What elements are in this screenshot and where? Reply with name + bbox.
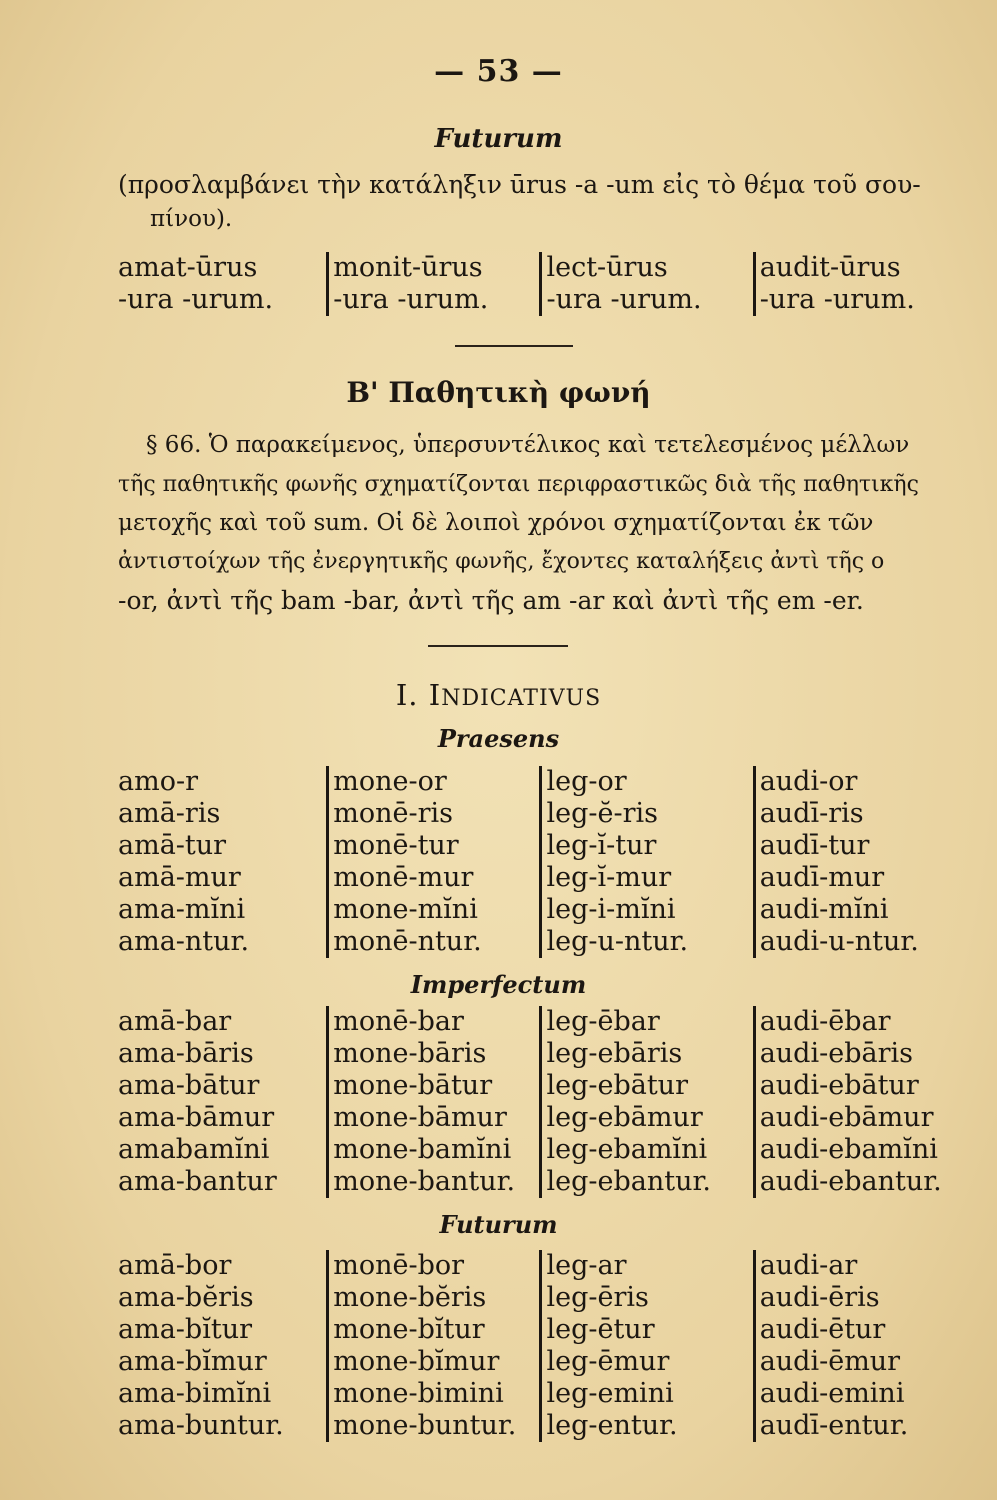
futurum-passive-form: leg-ar [546, 1250, 627, 1281]
praesens-form: audī-ris [759, 798, 864, 829]
futurum-intro-line-1: (προσλαμβάνει τὴν κατάληξιν ūrus -a -um εἰς τὸ θέμα τοῦ σου- [118, 170, 921, 199]
futurum-passive-form: mone-bĕris [333, 1282, 487, 1313]
imperfectum-form: mone-bāmur [333, 1102, 507, 1133]
praesens-form: monē-tur [333, 830, 459, 861]
futurum-passive-form: audi-ar [759, 1250, 858, 1281]
futurum-active-form: -ura -urum. [118, 284, 274, 315]
praesens-form: amā-mur [118, 862, 241, 893]
imperfectum-form: audi-ebāmur [759, 1102, 934, 1133]
divider-rule [428, 645, 568, 647]
praesens-form: monē-mur [333, 862, 474, 893]
praesens-form: audī-tur [759, 830, 870, 861]
futurum-active-col-3 [539, 252, 752, 316]
futurum-passive-col-3 [539, 1250, 752, 1442]
section-title-passive: Β' Παθητικὴ φωνή [346, 376, 651, 409]
imperfectum-form: audi-ēbar [759, 1006, 891, 1037]
praesens-form: audi-or [759, 766, 858, 797]
imperfectum-table [118, 1006, 958, 1198]
paragraph-line-5: -or, ἀντὶ τῆς bam -bar, ἀντὶ τῆς am -ar καὶ ἀντὶ τῆς em -er. [118, 586, 864, 615]
praesens-col-3 [539, 766, 752, 958]
imperfectum-col-4 [753, 1006, 958, 1198]
futurum-active-form: monit-ūrus [333, 252, 483, 283]
praesens-form: monē-ris [333, 798, 453, 829]
paragraph-line-3: μετοχῆς καὶ τοῦ sum. Οἱ δὲ λοιποὶ χρόνοι σχηματίζονται ἐκ τῶν [118, 510, 874, 536]
praesens-form: leg-ĭ-mur [546, 862, 672, 893]
imperfectum-form: mone-bātur [333, 1070, 493, 1101]
futurum-passive-form: mone-bimini [333, 1378, 504, 1409]
futurum-active-col-4 [753, 252, 958, 316]
imperfectum-form: leg-ebantur. [546, 1166, 711, 1197]
futurum-passive-form: leg-entur. [546, 1410, 678, 1441]
heading-futurum-active: Futurum [434, 124, 563, 154]
imperfectum-form: audi-ebamĭni [759, 1134, 938, 1165]
imperfectum-form: monē-bar [333, 1006, 464, 1037]
indicativus-title-first: I [428, 678, 442, 712]
imperfectum-form: mone-bamĭni [333, 1134, 512, 1165]
praesens-form: mone-mĭni [333, 894, 478, 925]
imperfectum-form: audi-ebantur. [759, 1166, 942, 1197]
imperfectum-col-3 [539, 1006, 752, 1198]
indicativus-title-rest: NDICATIVUS [441, 686, 602, 711]
praesens-form: ama-mĭni [118, 894, 246, 925]
futurum-passive-form: leg-ēmur [546, 1346, 670, 1377]
praesens-form: leg-ĕ-ris [546, 798, 658, 829]
indicativus-title [0, 678, 997, 712]
paragraph-line-4: ἀντιστοίχων τῆς ἐνεργητικῆς φωνῆς, ἔχοντες καταλήξεις ἀντὶ τῆς o [118, 549, 885, 574]
futurum-passive-col-1 [118, 1250, 326, 1442]
praesens-form: leg-i-mĭni [546, 894, 676, 925]
praesens-form: monē-ntur. [333, 926, 482, 957]
futurum-active-form: lect-ūrus [546, 252, 668, 283]
futurum-active-form: amat-ūrus [118, 252, 258, 283]
praesens-form: audi-u-ntur. [759, 926, 919, 957]
futurum-passive-form: ama-bĭmur [118, 1346, 267, 1377]
futurum-active-table [118, 252, 958, 316]
futurum-active-form: -ura -urum. [759, 284, 915, 315]
imperfectum-form: ama-bāris [118, 1038, 254, 1069]
praesens-col-4 [753, 766, 958, 958]
imperfectum-col-1 [118, 1006, 326, 1198]
praesens-form: mone-or [333, 766, 447, 797]
imperfectum-form: ama-bantur [118, 1166, 277, 1197]
imperfectum-form: audi-ebātur [759, 1070, 919, 1101]
praesens-col-1 [118, 766, 326, 958]
futurum-passive-table [118, 1250, 958, 1442]
imperfectum-form: amā-bar [118, 1006, 232, 1037]
imperfectum-form: audi-ebāris [759, 1038, 913, 1069]
imperfectum-form: ama-bāmur [118, 1102, 275, 1133]
imperfectum-form: mone-bantur. [333, 1166, 516, 1197]
divider-rule [455, 345, 573, 347]
futurum-passive-form: mone-bĭtur [333, 1314, 485, 1345]
futurum-active-form: audit-ūrus [759, 252, 901, 283]
paragraph-line-1: § 66. Ὁ παρακείμενος, ὑπερσυντέλικος καὶ τετελεσμένος μέλλων [146, 432, 910, 458]
praesens-form: audi-mĭni [759, 894, 889, 925]
futurum-intro-line-2: πίνου). [150, 206, 233, 232]
futurum-passive-form: amā-bor [118, 1250, 232, 1281]
futurum-passive-form: monē-bor [333, 1250, 465, 1281]
futurum-passive-col-4 [753, 1250, 958, 1442]
futurum-active-col-1 [118, 252, 326, 316]
imperfectum-form: leg-ebāmur [546, 1102, 703, 1133]
futurum-passive-form: audī-entur. [759, 1410, 909, 1441]
praesens-form: leg-or [546, 766, 627, 797]
futurum-passive-form: ama-buntur. [118, 1410, 284, 1441]
page-number: — 53 — [434, 54, 563, 89]
futurum-active-form: -ura -urum. [546, 284, 702, 315]
imperfectum-form: leg-ēbar [546, 1006, 660, 1037]
praesens-table [118, 766, 958, 958]
futurum-passive-form: audi-ētur [759, 1314, 886, 1345]
heading-imperfectum: Imperfectum [410, 970, 587, 999]
indicativus-roman: I. [395, 678, 419, 712]
praesens-form: leg-ĭ-tur [546, 830, 657, 861]
praesens-form: amo-r [118, 766, 198, 797]
praesens-form: amā-tur [118, 830, 227, 861]
imperfectum-form: amabamĭni [118, 1134, 270, 1165]
imperfectum-col-2 [326, 1006, 539, 1198]
praesens-form: leg-u-ntur. [546, 926, 689, 957]
futurum-passive-form: mone-buntur. [333, 1410, 517, 1441]
futurum-passive-form: leg-ēris [546, 1282, 649, 1313]
praesens-form: ama-ntur. [118, 926, 250, 957]
futurum-passive-form: audi-ēmur [759, 1346, 901, 1377]
imperfectum-form: leg-ebātur [546, 1070, 688, 1101]
imperfectum-form: leg-ebāris [546, 1038, 683, 1069]
paragraph-line-2: τῆς παθητικῆς φωνῆς σχηματίζονται περιφραστικῶς διὰ τῆς παθητικῆς [118, 472, 919, 497]
futurum-active-col-2 [326, 252, 539, 316]
futurum-passive-form: leg-ētur [546, 1314, 655, 1345]
heading-futurum-passive: Futurum [439, 1210, 558, 1239]
imperfectum-form: mone-bāris [333, 1038, 487, 1069]
praesens-form: audī-mur [759, 862, 885, 893]
praesens-form: amā-ris [118, 798, 221, 829]
imperfectum-form: ama-bātur [118, 1070, 260, 1101]
futurum-passive-form: mone-bĭmur [333, 1346, 500, 1377]
futurum-active-form: -ura -urum. [333, 284, 489, 315]
imperfectum-form: leg-ebamĭni [546, 1134, 708, 1165]
praesens-col-2 [326, 766, 539, 958]
futurum-passive-form: ama-bĭtur [118, 1314, 252, 1345]
futurum-passive-form: ama-bimĭni [118, 1378, 272, 1409]
futurum-passive-col-2 [326, 1250, 539, 1442]
futurum-passive-form: ama-bĕris [118, 1282, 254, 1313]
heading-praesens: Praesens [437, 724, 560, 753]
futurum-passive-form: audi-ēris [759, 1282, 880, 1313]
futurum-passive-form: leg-emini [546, 1378, 674, 1409]
futurum-passive-form: audi-emini [759, 1378, 905, 1409]
